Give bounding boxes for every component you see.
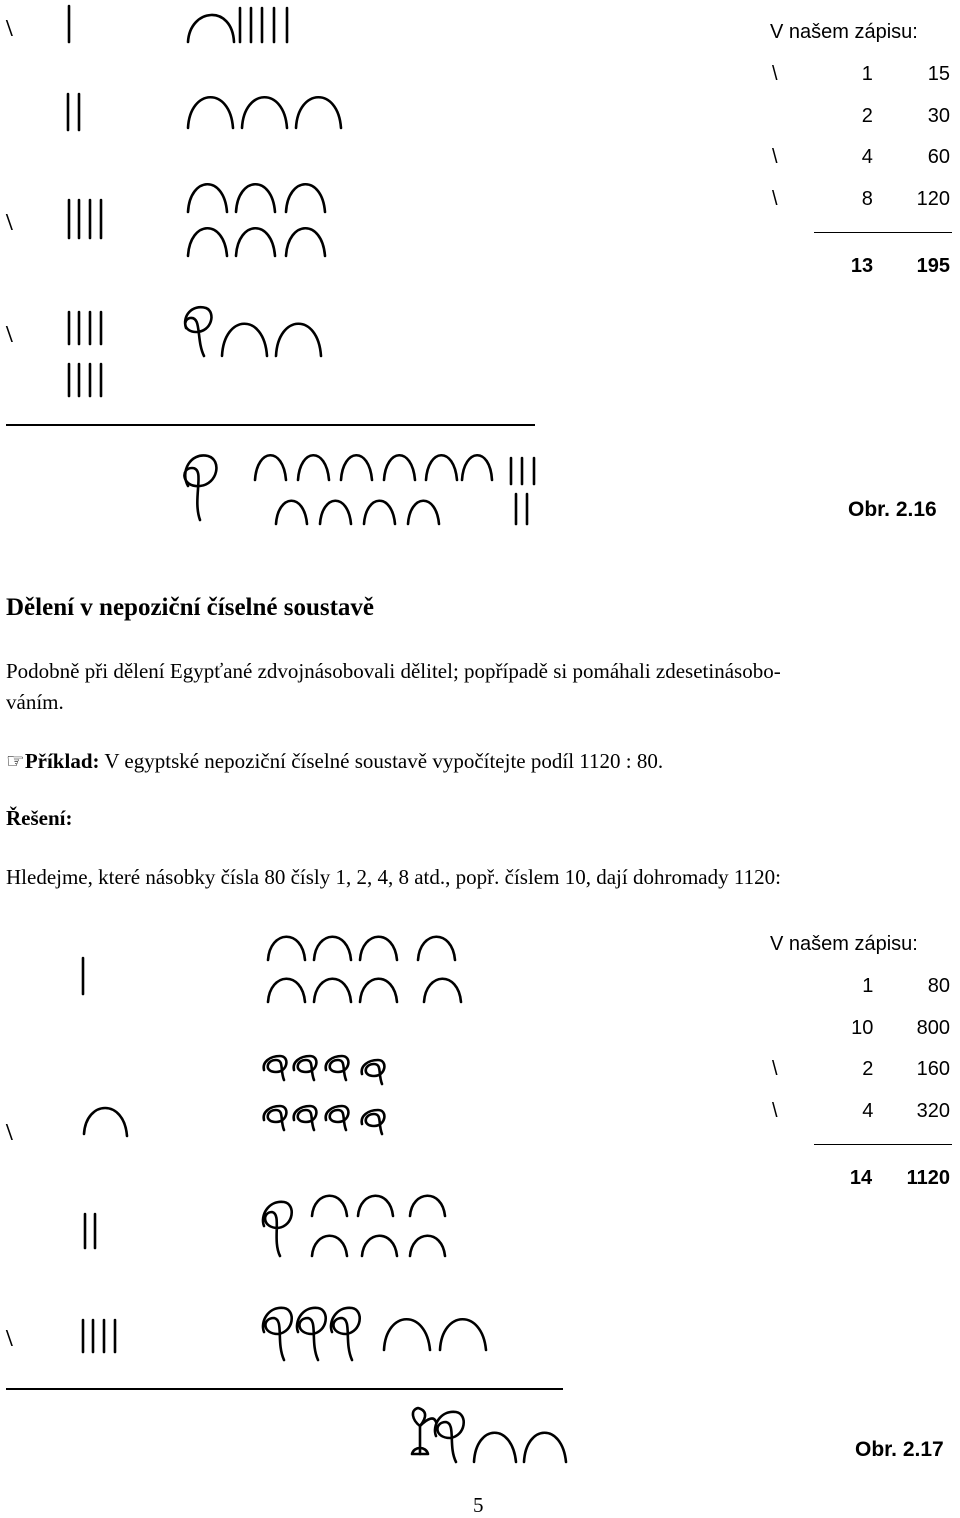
hieroglyph-eighty	[268, 937, 461, 1002]
hieroglyph-one-thousand-one-hundred-twenty	[412, 1408, 566, 1462]
check-cell: \	[772, 1100, 778, 1123]
check-cell: \	[772, 146, 778, 169]
table-row	[770, 137, 960, 179]
hieroglyph-one-hundred-sixty	[263, 1196, 445, 1256]
sum-multiplier: 14	[849, 1166, 873, 1189]
check-cell	[770, 1008, 807, 1050]
notation-table-2-17	[770, 966, 960, 1132]
notation-panel-2-17	[770, 922, 960, 1199]
sum-row-2-16	[770, 245, 960, 287]
product-cell: 60	[927, 146, 950, 169]
table-row	[770, 1008, 960, 1050]
sum-product: 1120	[906, 1166, 950, 1189]
paragraph-line: váním.	[6, 690, 64, 714]
check-cell: \	[772, 63, 778, 86]
figure-caption-2-17: Obr. 2.17	[855, 1438, 944, 1461]
notation-title: V našem zápisu:	[770, 933, 918, 955]
check-cell	[770, 966, 807, 1008]
table-row	[770, 179, 960, 221]
check-mark: \	[6, 322, 13, 348]
paragraph-line: Podobně při dělení Egypťané zdvojnásobovali dělitel; popřípadě si pomáhali zdesetinásobo-	[6, 659, 781, 683]
hieroglyph-eight-strokes	[69, 312, 101, 396]
hieroglyph-ten	[84, 1108, 127, 1136]
hieroglyph-three-hundred-twenty	[263, 1308, 486, 1360]
hieroglyph-drawing-2-16	[0, 0, 560, 540]
sum-multiplier: 13	[850, 254, 874, 277]
product-cell: 160	[916, 1058, 950, 1081]
sum-divider	[814, 232, 952, 233]
check-mark: \	[6, 1120, 13, 1146]
multiplier-cell: 2	[861, 104, 873, 127]
table-row	[770, 1049, 960, 1091]
table-row	[770, 966, 960, 1008]
page-number: 5	[473, 1493, 484, 1517]
multiplier-cell: 8	[861, 188, 873, 211]
multiplier-cell: 4	[862, 1100, 874, 1123]
multiplier-cell: 1	[862, 975, 874, 998]
multiplier-cell: 10	[851, 1016, 874, 1039]
solution-text: Hledejme, které násobky čísla 80 čísly 1, 2, 4, 8 atd., popř. číslem 10, dají dohromady 1120:	[6, 865, 781, 889]
check-mark: \	[6, 210, 13, 236]
solution-label: Řešení:	[6, 806, 73, 830]
table-row	[770, 1091, 960, 1133]
hieroglyph-one-hundred-ninety-five	[184, 455, 534, 524]
hieroglyph-drawing-2-17	[0, 910, 600, 1470]
example-statement	[6, 746, 956, 777]
section-paragraph	[6, 656, 956, 718]
hieroglyph-two-strokes	[85, 1214, 95, 1248]
table-row	[770, 54, 960, 96]
sum-row-2-17	[770, 1157, 960, 1199]
sum-product: 195	[916, 254, 950, 277]
hieroglyph-four-strokes	[69, 200, 101, 238]
hieroglyph-four-strokes	[83, 1320, 115, 1352]
product-cell: 30	[927, 104, 950, 127]
example-label: Příklad:	[24, 749, 100, 773]
hieroglyph-one-hundred-twenty	[185, 307, 321, 356]
hieroglyph-two-strokes	[68, 94, 79, 130]
check-mark: \	[6, 16, 13, 42]
check-mark: \	[6, 1326, 13, 1352]
multiplier-cell: 2	[862, 1058, 874, 1081]
notation-table-2-16	[770, 54, 960, 220]
hieroglyph-fifteen	[188, 8, 287, 42]
pointing-hand-icon: ☞	[6, 749, 25, 773]
figure-caption-2-16: Obr. 2.16	[848, 498, 937, 521]
hieroglyph-thirty	[188, 97, 341, 128]
hieroglyph-sixty	[188, 184, 325, 256]
check-cell: \	[772, 188, 778, 211]
notation-title: V našem zápisu:	[770, 21, 918, 43]
product-cell: 800	[916, 1016, 950, 1039]
multiplier-cell: 1	[861, 63, 873, 86]
section-heading: Dělení v nepoziční číselné soustavě	[6, 594, 375, 621]
table-row	[770, 96, 960, 138]
multiplier-cell: 4	[861, 146, 873, 169]
product-cell: 15	[927, 63, 950, 86]
example-text: V egyptské nepoziční číselné soustavě vypočítejte podíl 1120 : 80.	[104, 749, 664, 773]
notation-panel-2-16	[770, 10, 960, 287]
check-cell	[770, 96, 807, 138]
product-cell: 80	[927, 975, 950, 998]
sum-divider	[814, 1144, 952, 1145]
hieroglyph-eight-hundred	[264, 1056, 385, 1134]
check-cell: \	[772, 1058, 778, 1081]
product-cell: 120	[916, 188, 950, 211]
product-cell: 320	[916, 1100, 950, 1123]
